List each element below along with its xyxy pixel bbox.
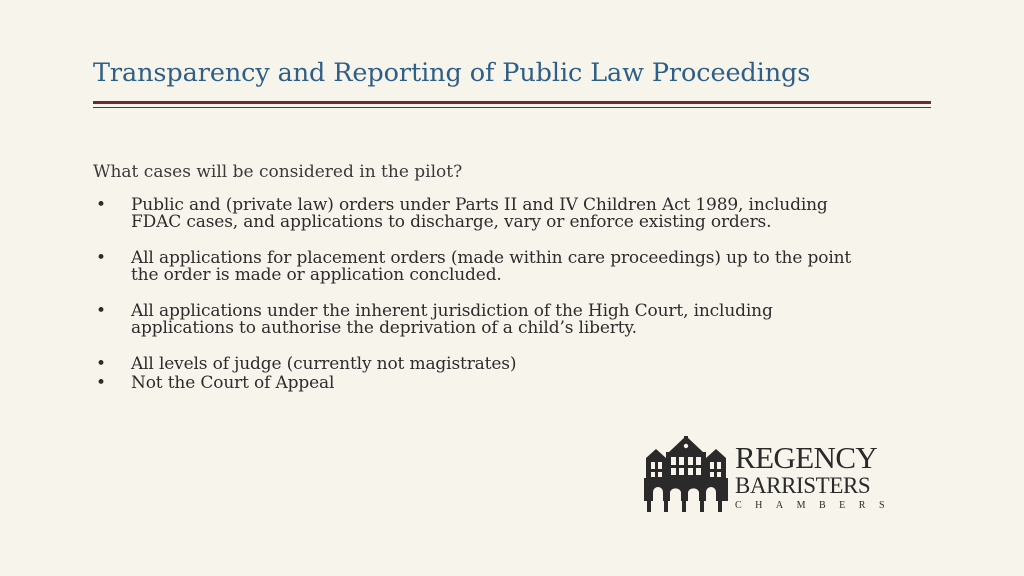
bullet-line: applications to authorise the deprivation of a child’s liberty. xyxy=(131,318,637,338)
bullet-item-2 xyxy=(93,250,943,284)
logo-wordmark-regency: REGENCY xyxy=(735,440,878,475)
bullet-line: All applications for placement orders (made within care proceedings) up to the point xyxy=(131,248,852,268)
bullet-item-5 xyxy=(93,375,943,392)
bullet-line: the order is made or application concluded. xyxy=(131,265,502,285)
bullet-dot: • xyxy=(96,373,106,393)
building-icon xyxy=(644,436,728,514)
regency-barristers-logo xyxy=(644,436,899,516)
bullet-line: All applications under the inherent jurisdiction of the High Court, including xyxy=(131,301,773,321)
bullet-item-4 xyxy=(93,356,943,373)
bullet-dot: • xyxy=(96,301,106,321)
title-rule-thin xyxy=(93,107,931,108)
slide-content xyxy=(93,162,943,392)
bullet-line: Public and (private law) orders under Parts II and IV Children Act 1989, including xyxy=(131,195,828,215)
bullet-line: FDAC cases, and applications to discharge, vary or enforce existing orders. xyxy=(131,212,772,232)
logo-wordmark-chambers: CHAMBERS xyxy=(735,500,899,511)
bullet-item-3 xyxy=(93,303,943,337)
title-rule-thick xyxy=(93,101,931,104)
bullet-dot: • xyxy=(96,195,106,215)
bullet-dot: • xyxy=(96,248,106,268)
question-text: What cases will be considered in the pilot? xyxy=(93,162,463,182)
slide-title: Transparency and Reporting of Public Law Proceedings xyxy=(93,58,811,88)
bullet-line: All levels of judge (currently not magistrates) xyxy=(131,354,517,374)
bullet-item-1 xyxy=(93,197,943,231)
logo-wordmark-barristers: BARRISTERS xyxy=(735,473,871,498)
bullet-dot: • xyxy=(96,354,106,374)
bullet-list xyxy=(93,197,943,392)
bullet-line: Not the Court of Appeal xyxy=(131,373,335,393)
